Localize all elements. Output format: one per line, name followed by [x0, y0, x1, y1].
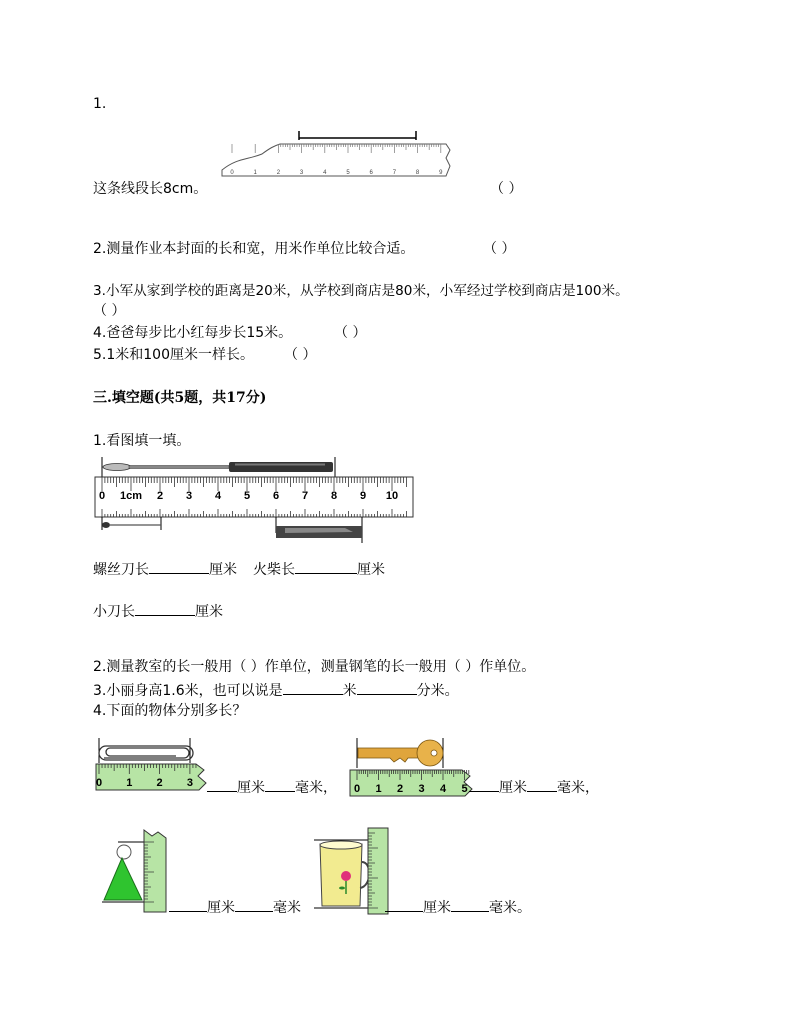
ruler1-label-2: 2	[276, 170, 281, 176]
clip-ruler-label-0: 0	[95, 777, 103, 789]
match-label: 火柴长	[253, 562, 295, 578]
paperclip-mm-blank[interactable]	[265, 777, 295, 792]
paperclip-cm-blank[interactable]	[207, 777, 237, 792]
clip-ruler-label-2: 2	[156, 777, 163, 789]
paperclip-comma: ，	[323, 780, 337, 796]
ruler1-label-9: 9	[439, 170, 443, 176]
ruler-tools-figure	[95, 455, 415, 545]
ruler2-label-10: 10	[385, 490, 399, 502]
clip-ruler-label-1: 1	[126, 777, 133, 789]
judge-q4-paren: （ ）	[334, 325, 367, 341]
ruler2-label-6: 6	[272, 490, 280, 502]
cup-cm-unit: 厘米	[423, 900, 451, 916]
cup-period: 。	[517, 900, 531, 916]
judge-q1-text: 这条线段长8cm。	[93, 181, 208, 197]
ruler2-label-7: 7	[301, 490, 309, 502]
cone-ruler-figure	[100, 830, 170, 910]
paperclip-cm-unit: 厘米	[237, 780, 265, 796]
key-answer	[469, 777, 599, 797]
cup-mm-blank[interactable]	[451, 897, 489, 912]
ruler1-label-3: 3	[299, 170, 304, 176]
fill-q3-part-b: 米	[342, 683, 357, 699]
ruler1-label-0: 0	[230, 170, 234, 176]
key-ruler-label-0: 0	[353, 783, 361, 795]
key-ruler-label-3: 3	[418, 783, 425, 795]
cup-mm-unit: 毫米	[489, 900, 517, 916]
key	[358, 740, 443, 766]
screwdriver-unit: 厘米	[209, 562, 237, 578]
cone-answer	[169, 897, 301, 917]
judge-q1-paren: （ ）	[490, 181, 523, 197]
knife-unit: 厘米	[195, 604, 223, 620]
ruler1-label-8: 8	[415, 170, 420, 176]
paperclip	[99, 746, 193, 760]
fill-q3-part-a: 3.小丽身高1.6米，也可以说是	[93, 683, 283, 699]
judge-q3-text: 3.小军从家到学校的距离是20米，从学校到商店是80米，小军经过学校到商店是100米。	[93, 283, 629, 299]
key-mm-blank[interactable]	[527, 777, 557, 792]
ruler2-label-3: 3	[185, 490, 193, 502]
ruler1-label-7: 7	[392, 170, 397, 176]
fill-q1-line2	[93, 601, 223, 621]
fill-q3-line	[93, 680, 459, 700]
key-ruler-label-2: 2	[396, 783, 404, 795]
judge-q2-paren: （ ）	[483, 241, 516, 257]
fill-q1-line1	[93, 559, 385, 579]
paperclip-answer	[207, 777, 337, 797]
key-mm-unit: 毫米	[557, 780, 585, 796]
key-cm-unit: 厘米	[499, 780, 527, 796]
judge-q4-text: 4.爸爸每步比小红每步长15米。	[93, 325, 293, 341]
knife-label: 小刀长	[93, 604, 135, 620]
fill-q1-title: 1.看图填一填。	[93, 433, 191, 449]
knife	[276, 517, 362, 543]
ruler2-label-8: 8	[330, 490, 338, 502]
judge-q2-text: 2.测量作业本封面的长和宽，用米作单位比较合适。	[93, 241, 415, 257]
paperclip-mm-unit: 毫米	[295, 780, 323, 796]
match-unit: 厘米	[357, 562, 385, 578]
key-cm-blank[interactable]	[469, 777, 499, 792]
ruler2-label-2: 2	[156, 490, 164, 502]
clip-ruler-label-3: 3	[186, 777, 193, 789]
cone-mm-blank[interactable]	[235, 897, 273, 912]
cup	[320, 841, 369, 906]
cup-cm-blank[interactable]	[385, 897, 423, 912]
height-meter-blank[interactable]	[283, 680, 343, 695]
ruler1-label-6: 6	[369, 170, 373, 176]
height-decimeter-blank[interactable]	[357, 680, 417, 695]
paperclip-ruler-figure	[96, 738, 211, 793]
fill-q3-part-c: 分米。	[416, 683, 459, 699]
judge-q3-paren: （ ）	[93, 303, 126, 319]
judge-q5-text: 5.1米和100厘米一样长。	[93, 347, 254, 363]
ruler1-label-5: 5	[346, 170, 350, 176]
ruler1-label-1: 1	[253, 170, 257, 176]
ruler2-label-9: 9	[359, 490, 367, 502]
screwdriver-label: 螺丝刀长	[93, 562, 149, 578]
key-ruler-label-4: 4	[439, 783, 447, 795]
judge-q5-paren: （ ）	[284, 347, 317, 363]
key-ruler-label-5: 5	[461, 783, 468, 795]
screwdriver-blank[interactable]	[149, 559, 209, 574]
ruler2-label-1: 1cm	[119, 490, 143, 502]
ruler1-label-4: 4	[323, 170, 327, 176]
cup-ruler-figure	[312, 828, 392, 916]
fill-q2-text: 2.测量教室的长一般用（ ）作单位，测量钢笔的长一般用（ ）作单位。	[93, 659, 536, 675]
ruler2-label-4: 4	[214, 490, 222, 502]
ruler2-label-5: 5	[243, 490, 251, 502]
ruler-segment-figure	[222, 128, 452, 188]
cone-cm-blank[interactable]	[169, 897, 207, 912]
key-comma: ，	[585, 780, 599, 796]
matchstick	[102, 517, 161, 530]
screwdriver	[102, 457, 335, 477]
match-blank[interactable]	[295, 559, 357, 574]
cup-answer	[385, 897, 531, 917]
cone-mm-unit: 毫米	[273, 900, 301, 916]
key-ruler-label-1: 1	[375, 783, 382, 795]
knife-blank[interactable]	[135, 601, 195, 616]
section3-title: 三.填空题(共5题，共17分)	[93, 390, 267, 406]
cone-hat	[104, 845, 142, 900]
ruler2-label-0: 0	[98, 490, 106, 502]
cone-cm-unit: 厘米	[207, 900, 235, 916]
judge-q1-number: 1.	[93, 96, 107, 112]
fill-q4-title: 4.下面的物体分别多长？	[93, 703, 247, 719]
key-ruler-figure	[350, 738, 475, 800]
